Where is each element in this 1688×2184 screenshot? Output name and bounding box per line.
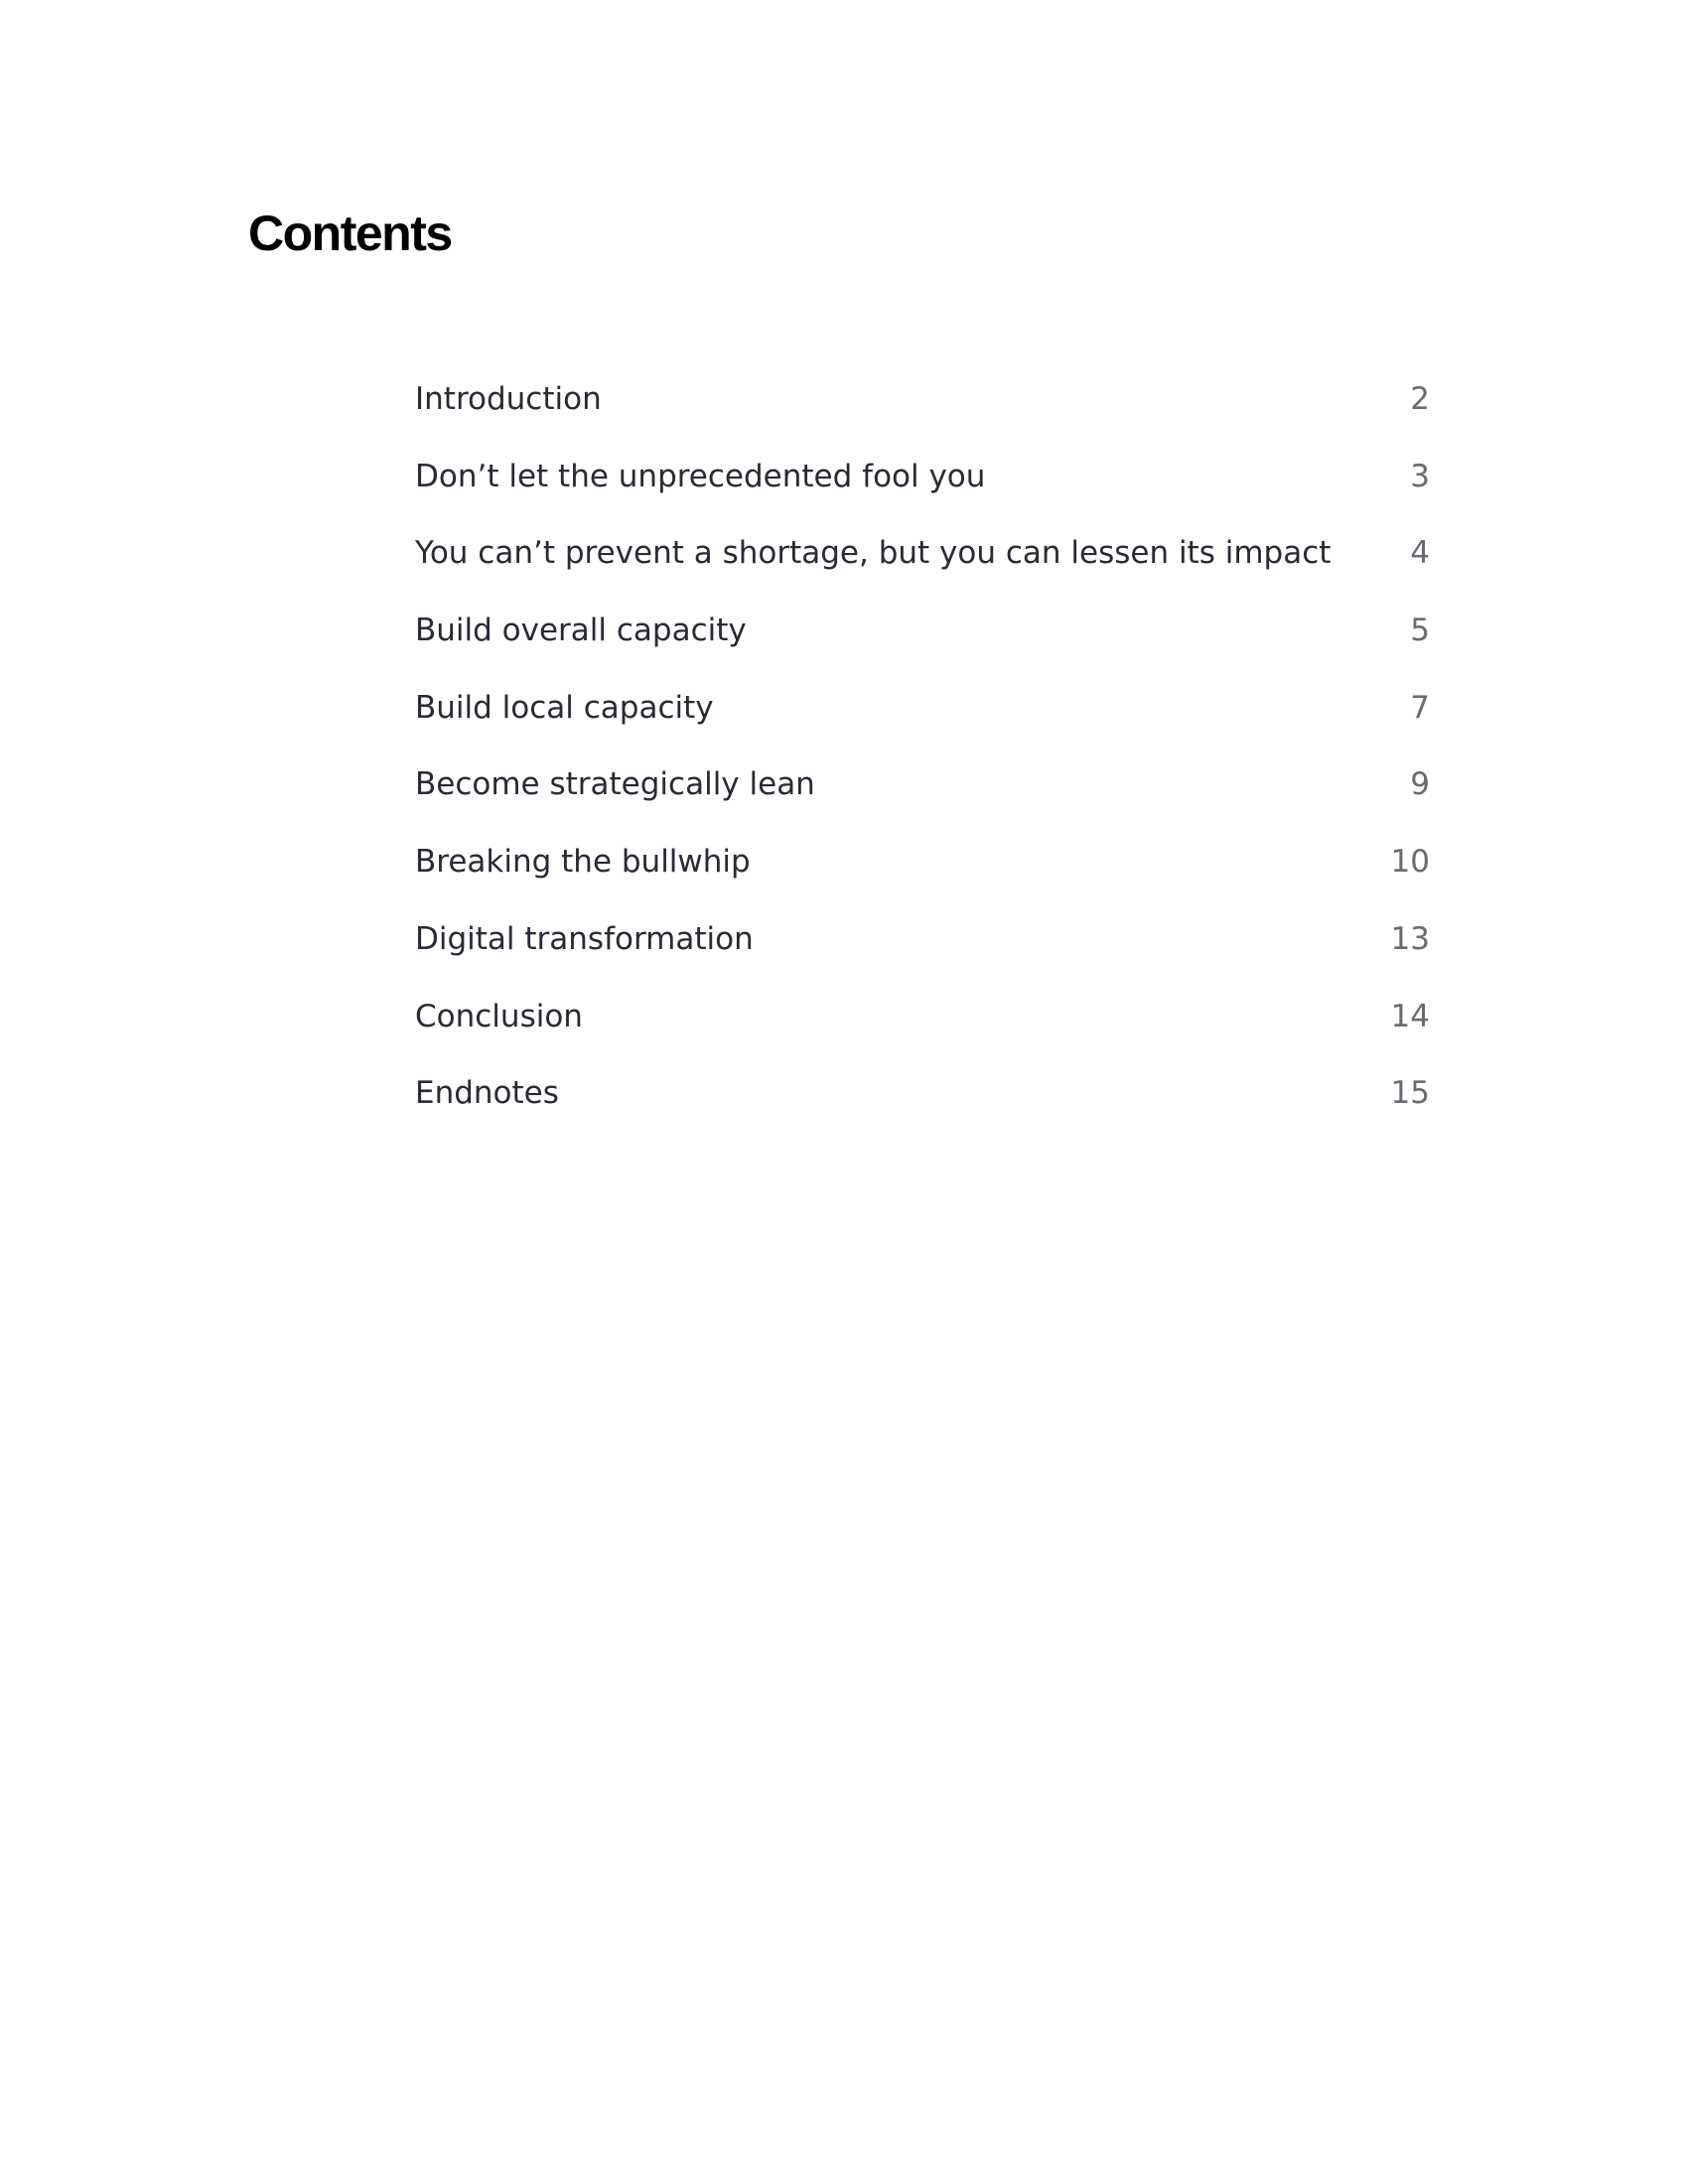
toc-entry-page-number: 13 (1390, 920, 1430, 957)
toc-entry[interactable] (415, 995, 1430, 1072)
toc-entry-label: Breaking the bullwhip (415, 844, 751, 881)
toc-entry[interactable] (415, 377, 1430, 455)
toc-entry-label: Don’t let the unprecedented fool you (415, 458, 986, 494)
toc-entry[interactable] (415, 762, 1430, 840)
toc-entry-label: Introduction (415, 381, 602, 417)
toc-entry[interactable] (415, 917, 1430, 995)
toc-entry-page-number: 14 (1390, 998, 1430, 1034)
toc-entry[interactable] (415, 609, 1430, 686)
toc-entry-page-number: 9 (1410, 766, 1430, 803)
page-title: Contents (248, 205, 452, 261)
toc-entry-page-number: 15 (1390, 1075, 1430, 1112)
toc-entry-label: Build overall capacity (415, 613, 747, 649)
toc-entry-page-number: 3 (1410, 458, 1430, 494)
toc-entry-page-number: 2 (1410, 381, 1430, 417)
toc-entry-page-number: 5 (1410, 613, 1430, 649)
toc-entry-page-number: 4 (1410, 535, 1430, 572)
toc-entry-label: Conclusion (415, 998, 583, 1034)
table-of-contents (415, 377, 1430, 1149)
toc-entry-label: Endnotes (415, 1075, 559, 1112)
toc-entry-label: Digital transformation (415, 920, 754, 957)
toc-entry[interactable] (415, 455, 1430, 532)
toc-entry[interactable] (415, 1071, 1430, 1149)
toc-entry-page-number: 10 (1390, 844, 1430, 881)
toc-entry[interactable] (415, 531, 1430, 609)
toc-entry-page-number: 7 (1410, 689, 1430, 726)
toc-entry-label: Build local capacity (415, 689, 714, 726)
toc-entry-label: You can’t prevent a shortage, but you can lessen its impact (415, 535, 1332, 572)
toc-entry[interactable] (415, 686, 1430, 763)
toc-entry-label: Become strategically lean (415, 766, 815, 803)
toc-entry[interactable] (415, 840, 1430, 917)
